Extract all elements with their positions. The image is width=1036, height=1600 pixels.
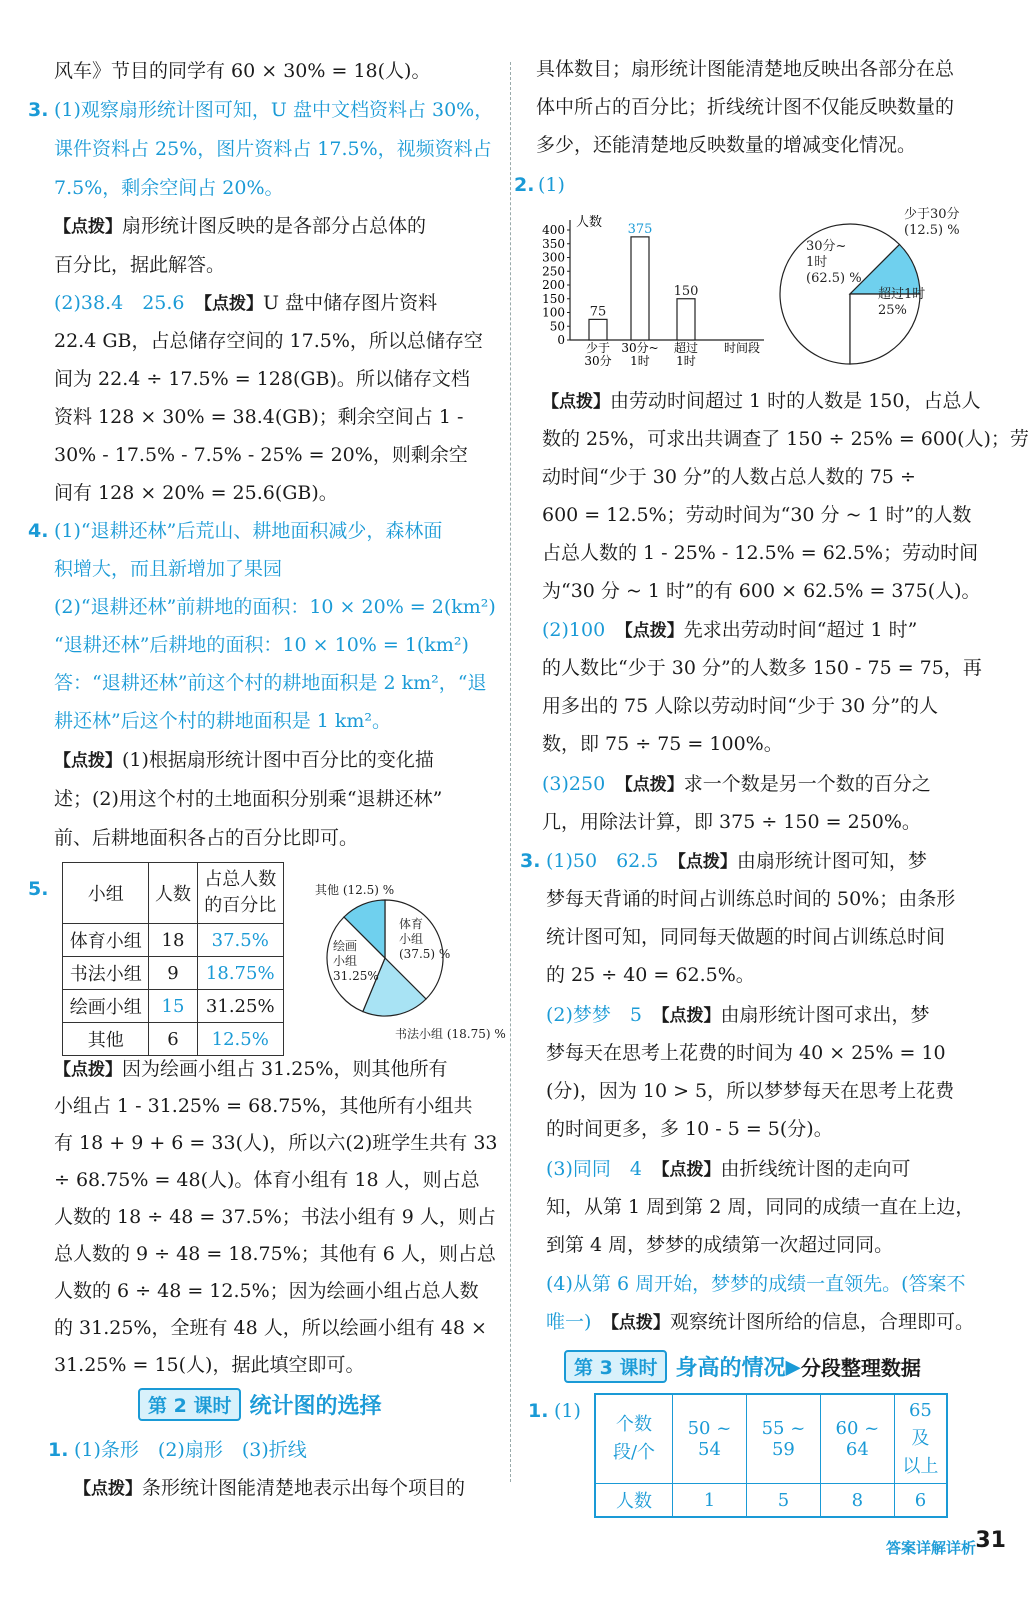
table-header: 65 及 以上 [894, 1394, 947, 1484]
answer-line: (1)“退耕还林”后荒山、耕地面积减少，森林面 [54, 520, 443, 542]
answer-line: (1) [538, 174, 565, 196]
question-number: 1. [48, 1439, 69, 1461]
tip-line: 的 25 ÷ 40 = 62.5%。 [546, 964, 755, 986]
labor-bar-chart [536, 204, 776, 370]
y-axis-label: 人数 [576, 215, 603, 230]
x-tick-label: 1时 [630, 354, 650, 368]
pie-slice-label: 超过1时 [878, 287, 926, 302]
answer-line: 唯一) 【点拨】观察统计图所给的信息，合理即可。 [546, 1311, 974, 1333]
answer-line: (1)条形 (2)扇形 (3)折线 [74, 1439, 307, 1461]
table-cell: 书法小组 [63, 957, 149, 990]
question-number: 4. [28, 520, 49, 542]
bar-value-label: 375 [627, 221, 653, 237]
tip-line: 人数的 18 ÷ 48 = 37.5%；书法小组有 9 人，则占 [54, 1206, 496, 1228]
y-tick-label: 300 [542, 250, 565, 265]
tip-line: 占总人数的 1 - 25% - 12.5% = 62.5%；劳动时间 [542, 542, 979, 564]
x-tick-label: 少于 [585, 341, 611, 355]
x-tick-label: 超过 [673, 341, 699, 355]
tip-line: 小组占 1 - 31.25% = 68.75%，其他所有小组共 [54, 1095, 473, 1117]
answer-line: (4)从第 6 周开始，梦梦的成绩一直领先。(答案不 [546, 1273, 966, 1295]
pie-slice-label: (37.5) % [399, 947, 451, 961]
y-tick-label: 50 [549, 319, 565, 334]
text-line: 具体数目；扇形统计图能清楚地反映出各部分在总 [536, 58, 955, 80]
bar [677, 299, 695, 340]
answer-line: (1)观察扇形统计图可知，U 盘中文档资料占 30%， [54, 99, 494, 121]
tip-line: 人数的 6 ÷ 48 = 12.5%；因为绘画小组占总人数 [54, 1280, 479, 1302]
table-cell: 15 [149, 990, 197, 1023]
pie-slice-label: 小组 [399, 932, 424, 946]
table-corner: 个数 段/个 [595, 1394, 673, 1484]
y-tick-label: 250 [542, 264, 565, 279]
answer-line: (1) [554, 1400, 581, 1422]
bar [589, 319, 607, 340]
tip-line: 的时间更多，多 10 - 5 = 5(分)。 [546, 1118, 833, 1140]
tip-line: 【点拨】(1)根据扇形统计图中百分比的变化描 [54, 749, 434, 771]
column-divider [510, 62, 511, 1482]
x-axis-label: 时间段 [724, 341, 761, 355]
pie-slice-label: (12.5) % [904, 223, 960, 238]
lesson-3-title [564, 1350, 921, 1383]
pie-slice-label: 31.25% [333, 969, 379, 983]
text-line: 多少，还能清楚地反映数量的增减变化情况。 [536, 134, 917, 156]
answer-line: (2)38.4 25.6 【点拨】U 盘中储存图片资料 [54, 292, 438, 314]
tip-line: 到第 4 周，梦梦的成绩第一次超过同同。 [546, 1234, 894, 1256]
table-cell: 5 [746, 1484, 820, 1518]
question-number: 2. [514, 174, 535, 196]
tip-line: (分)，因为 10 > 5，所以梦梦每天在思考上花费 [546, 1080, 955, 1102]
footer-logo: 答案详解详析 [885, 1539, 976, 1557]
table-row-label: 人数 [595, 1484, 673, 1518]
question-number: 3. [28, 99, 49, 121]
answer-line: (3)250 【点拨】求一个数是另一个数的百分之 [542, 773, 931, 795]
group-table [62, 862, 284, 1056]
lesson-subtitle: 分段整理数据 [800, 1356, 921, 1380]
lesson-name: 身高的情况 [675, 1356, 786, 1381]
table-cell: 6 [894, 1484, 947, 1518]
answer-line: 7.5%，剩余空间占 20%。 [54, 177, 284, 199]
pie-slice-label: 体育 [399, 917, 424, 931]
table-cell: 6 [149, 1023, 197, 1056]
tip-line: 的人数比“少于 30 分”的人数多 150 - 75 = 75，再 [542, 657, 982, 679]
text-line: 体中所占的百分比；折线统计图不仅能反映数量的 [536, 96, 955, 118]
tip-line: 22.4 GB，占总储存空间的 17.5%，所以总储存空 [54, 330, 483, 352]
answer-line: (3)同同 4 【点拨】由折线统计图的走向可 [546, 1158, 911, 1180]
question-number: 3. [520, 850, 541, 872]
tip-line: 【点拨】条形统计图能清楚地表示出每个项目的 [74, 1477, 466, 1499]
page-number: 31 [975, 1528, 1006, 1553]
pie-slice-label: 其他 (12.5) % [315, 883, 395, 897]
tip-line: 资料 128 × 30% = 38.4(GB)；剩余空间占 1 - [54, 406, 464, 428]
answer-line: 课件资料占 25%，图片资料占 17.5%，视频资料占 [54, 138, 492, 160]
tip-line: 总人数的 9 ÷ 48 = 18.75%；其他有 6 人，则占总 [54, 1243, 496, 1265]
y-tick-label: 150 [542, 291, 565, 306]
pie-slice-label: 30分~ [806, 239, 847, 254]
answer-line: (2)100 【点拨】先求出劳动时间“超过 1 时” [542, 619, 918, 641]
pie-slice-label: 少于30分 [904, 207, 960, 222]
tip-line: 数的 25%，可求出共调查了 150 ÷ 25% = 600(人)；劳 [542, 428, 1029, 450]
table-cell: 18 [149, 924, 197, 957]
table-header: 55 ~ 59 [746, 1394, 820, 1484]
table-header: 人数 [149, 863, 197, 924]
x-tick-label: 30分~ [621, 341, 659, 355]
pie-slice-label: 1时 [806, 255, 828, 270]
answer-line: (1)50 62.5 【点拨】由扇形统计图可知，梦 [546, 850, 927, 872]
pie-slice-label: 书法小组 (18.75) % [395, 1027, 506, 1041]
tip-line: 知，从第 1 周到第 2 周，同同的成绩一直在上边， [546, 1196, 975, 1218]
tip-line: 有 18 + 9 + 6 = 33(人)，所以六(2)班学生共有 33 [54, 1132, 498, 1154]
tip-line: 为“30 分 ~ 1 时”的有 600 × 62.5% = 375(人)。 [542, 580, 981, 602]
y-tick-label: 0 [557, 333, 565, 347]
tip-line: 31.25% = 15(人)，据此填空即可。 [54, 1354, 365, 1376]
answer-line: 答：“退耕还林”前这个村的耕地面积是 2 km²，“退 [54, 672, 487, 694]
table-cell: 9 [149, 957, 197, 990]
y-tick-label: 200 [542, 278, 565, 292]
tip-line: 述；(2)用这个村的土地面积分别乘“退耕还林” [54, 788, 443, 810]
table-cell: 其他 [63, 1023, 149, 1056]
tip-line: 用多出的 75 人除以劳动时间“少于 30 分”的人 [542, 695, 938, 717]
x-tick-label: 30分 [584, 354, 612, 368]
table-cell: 8 [820, 1484, 894, 1518]
tip-line: 的 31.25%，全班有 48 人，所以绘画小组有 48 × [54, 1317, 487, 1339]
table-cell: 绘画小组 [63, 990, 149, 1023]
lesson-name: 统计图的选择 [249, 1394, 382, 1419]
tip-label: 【点拨】 [54, 217, 122, 237]
tip-line: 梦每天在思考上花费的时间为 40 × 25% = 10 [546, 1042, 946, 1064]
bar-value-label: 75 [589, 304, 607, 320]
lesson-badge: 第 2 课时 [138, 1388, 241, 1421]
question-number: 5. [28, 878, 49, 900]
labor-pie-chart [768, 204, 998, 374]
tip-line: 梦每天背诵的时间占训练总时间的 50%；由条形 [546, 888, 956, 910]
answer-line: “退耕还林”后耕地的面积：10 × 10% = 1(km²) [54, 634, 469, 656]
pie-slice-label: (62.5) % [806, 271, 862, 286]
lesson-subtitle: ▶ [785, 1354, 801, 1379]
text-line: 风车》节目的同学有 60 × 30% = 18(人)。 [54, 60, 431, 82]
tip-line: 30% - 17.5% - 7.5% - 25% = 20%，则剩余空 [54, 444, 468, 466]
height-table [594, 1393, 948, 1518]
table-header: 50 ~ 54 [673, 1394, 747, 1484]
tip-line: 【点拨】由劳动时间超过 1 时的人数是 150，占总人 [542, 390, 981, 412]
tip-line: 几，用除法计算，即 375 ÷ 150 = 250%。 [542, 811, 921, 833]
tip-line: 动时间“少于 30 分”的人数占总人数的 75 ÷ [542, 466, 916, 488]
y-tick-label: 350 [542, 236, 565, 251]
y-tick-label: 100 [542, 305, 565, 320]
table-cell: 37.5% [197, 924, 284, 957]
bar-value-label: 150 [673, 283, 699, 299]
table-cell: 31.25% [197, 990, 284, 1023]
pie-slice-label: 绘画 [333, 939, 358, 953]
tip-line: 【点拨】因为绘画小组占 31.25%，则其他所有 [54, 1058, 448, 1080]
bar [631, 237, 649, 340]
tip-line: ÷ 68.75% = 48(人)。体育小组有 18 人，则占总 [54, 1169, 480, 1191]
table-cell: 1 [673, 1484, 747, 1518]
question-number: 1. [528, 1400, 549, 1422]
answer-line: (2)“退耕还林”前耕地的面积：10 × 20% = 2(km²) [54, 596, 496, 618]
y-tick-label: 400 [542, 223, 565, 237]
tip-line: 百分比，据此解答。 [54, 254, 226, 276]
tip-line: 间为 22.4 ÷ 17.5% = 128(GB)。所以储存文档 [54, 368, 470, 390]
pie-slice-label: 25% [878, 303, 907, 318]
table-header: 占总人数 的百分比 [197, 863, 284, 924]
tip-line: 数，即 75 ÷ 75 = 100%。 [542, 733, 783, 755]
group-pie-chart [290, 880, 525, 1050]
tip-line: 间有 128 × 20% = 25.6(GB)。 [54, 482, 338, 504]
lesson-badge: 第 3 课时 [564, 1350, 667, 1383]
lesson-2-title [138, 1388, 381, 1421]
table-header: 小组 [63, 863, 149, 924]
tip-line: 【点拨】扇形统计图反映的是各部分占总体的 [54, 215, 427, 237]
tip-line: 统计图可知，同同每天做题的时间占训练总时间 [546, 926, 946, 948]
table-header: 60 ~ 64 [820, 1394, 894, 1484]
table-cell: 体育小组 [63, 924, 149, 957]
table-cell: 18.75% [197, 957, 284, 990]
x-tick-label: 1时 [676, 354, 696, 368]
answer-line: (2)梦梦 5 【点拨】由扇形统计图可求出，梦 [546, 1004, 930, 1026]
tip-line: 600 = 12.5%；劳动时间为“30 分 ~ 1 时”的人数 [542, 504, 972, 526]
answer-line: 积增大，而且新增加了果园 [54, 558, 283, 580]
answer-line: 耕还林”后这个村的耕地面积是 1 km²。 [54, 710, 392, 732]
tip-line: 前、后耕地面积各占的百分比即可。 [54, 827, 359, 849]
table-cell: 12.5% [197, 1023, 284, 1056]
pie-slice-label: 小组 [333, 954, 358, 968]
